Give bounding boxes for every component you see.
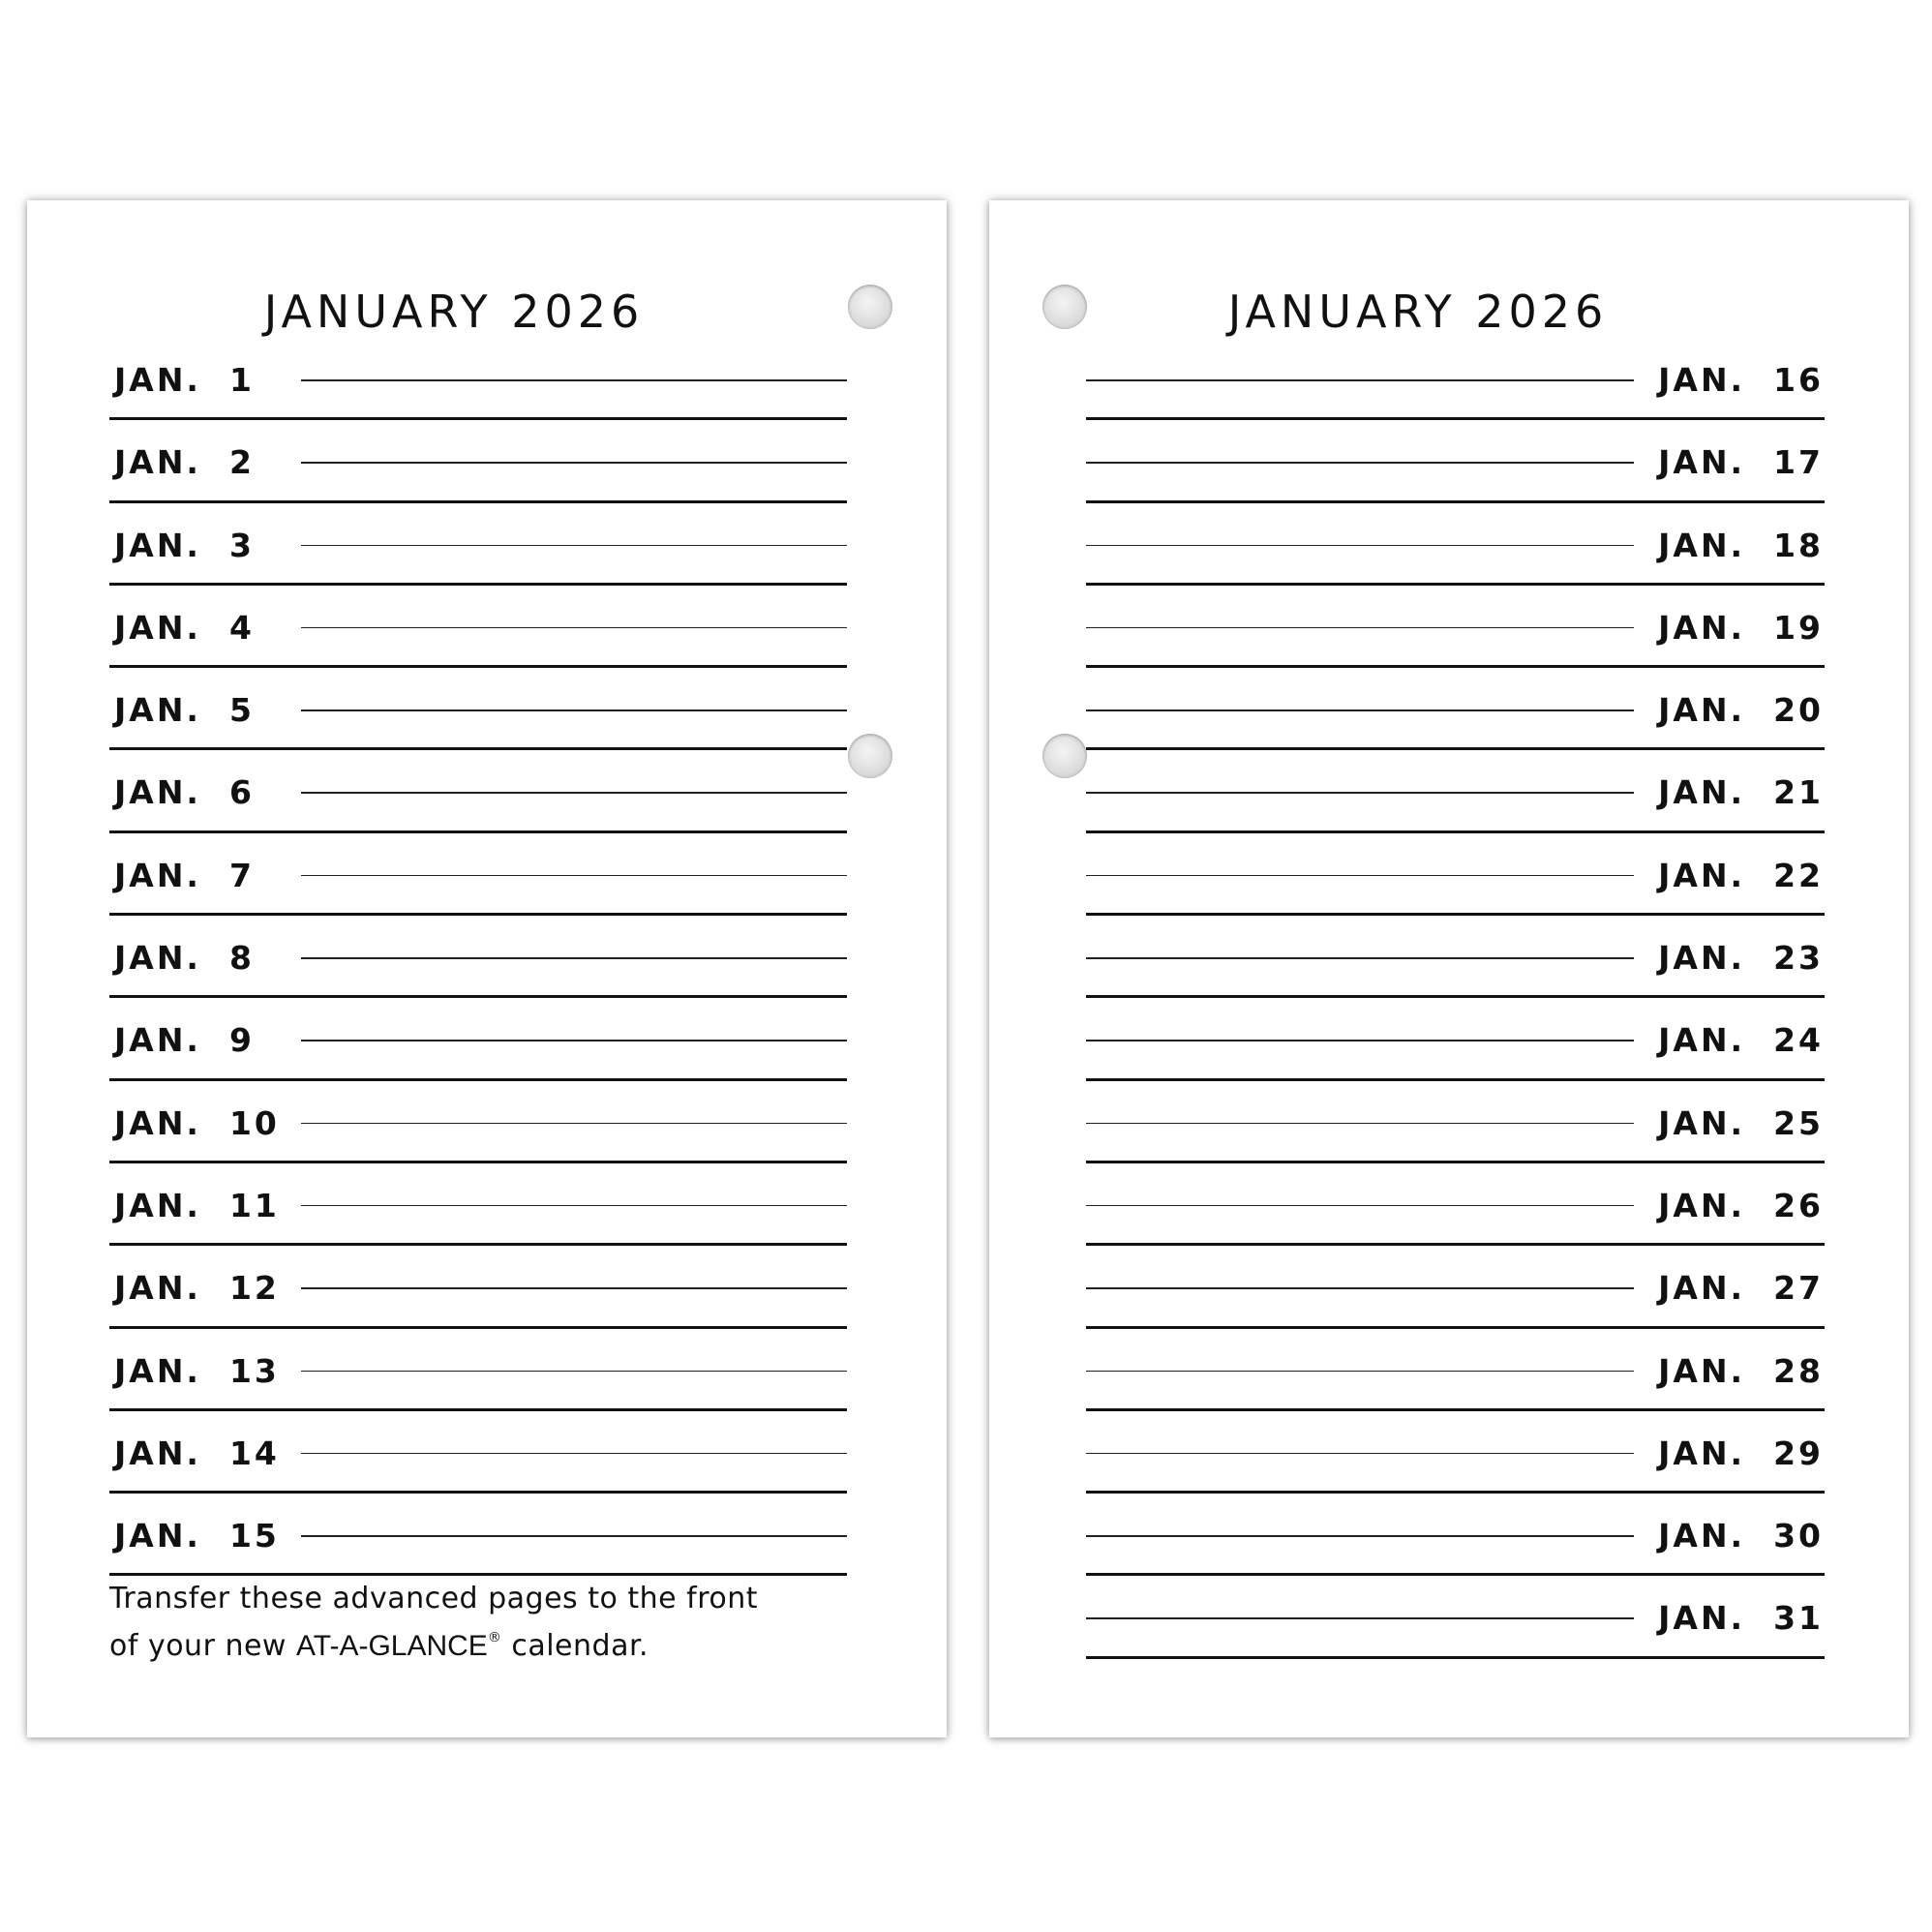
day-label: JAN. 20 [1658,691,1824,730]
day-row [989,998,1909,1080]
day-row [27,998,947,1080]
day-label: JAN. 22 [1658,856,1824,894]
day-row [27,503,947,586]
writing-line[interactable] [301,875,847,877]
writing-line[interactable] [301,709,847,711]
day-label: JAN. 6 [114,773,255,812]
day-row [989,1576,1909,1658]
writing-line[interactable] [301,957,847,959]
row-divider [1086,1656,1825,1659]
day-row [27,1411,947,1494]
writing-line[interactable] [1086,957,1634,959]
writing-line[interactable] [1086,1617,1634,1619]
day-label: JAN. 3 [114,526,255,564]
day-row [989,1411,1909,1494]
day-label: JAN. 31 [1658,1599,1824,1638]
day-label: JAN. 23 [1658,939,1824,978]
day-row [989,1081,1909,1163]
day-row [989,750,1909,832]
writing-line[interactable] [301,1371,847,1373]
writing-line[interactable] [301,1040,847,1041]
day-row [27,1163,947,1246]
row-divider [109,1573,847,1576]
day-label: JAN. 10 [114,1103,280,1142]
writing-line[interactable] [301,1453,847,1455]
writing-line[interactable] [301,1123,847,1125]
writing-line[interactable] [301,379,847,381]
trademark-symbol: ® [487,1630,502,1645]
day-row [989,916,1909,998]
writing-line[interactable] [1086,792,1634,794]
writing-line[interactable] [1086,875,1634,877]
transfer-note-line1: Transfer these advanced pages to the front [109,1582,759,1615]
brand-name: AT-A-GLANCE [296,1630,488,1662]
transfer-note-line2-prefix: of your new [109,1629,296,1663]
writing-line[interactable] [301,1535,847,1537]
transfer-note-line2-suffix: calendar. [501,1629,649,1663]
day-row [989,1163,1909,1246]
day-label: JAN. 13 [114,1351,280,1390]
day-label: JAN. 15 [114,1517,280,1555]
day-row [989,1246,1909,1328]
writing-line[interactable] [1086,1123,1634,1125]
writing-line[interactable] [1086,1040,1634,1041]
writing-line[interactable] [301,545,847,547]
day-label: JAN. 16 [1658,361,1824,399]
day-row [27,916,947,998]
day-label: JAN. 30 [1658,1517,1824,1555]
day-row [989,668,1909,750]
transfer-note [109,1579,845,1666]
writing-line[interactable] [301,627,847,629]
day-row [27,420,947,502]
day-label: JAN. 9 [114,1021,255,1060]
writing-line[interactable] [1086,1371,1634,1373]
day-label: JAN. 1 [114,361,255,399]
day-row [989,503,1909,586]
day-label: JAN. 4 [114,608,255,647]
day-label: JAN. 8 [114,939,255,978]
day-list [989,338,1909,1659]
day-label: JAN. 24 [1658,1021,1824,1060]
day-row [27,1246,947,1328]
day-row [27,1494,947,1576]
writing-line[interactable] [1086,627,1634,629]
writing-line[interactable] [1086,1535,1634,1537]
writing-line[interactable] [1086,462,1634,464]
day-row [27,833,947,916]
day-row [27,750,947,832]
writing-line[interactable] [301,462,847,464]
day-label: JAN. 28 [1658,1351,1824,1390]
day-row [27,338,947,420]
writing-line[interactable] [1086,1205,1634,1207]
day-row [989,338,1909,420]
page-title: JANUARY 2026 [1227,286,1609,338]
writing-line[interactable] [1086,545,1634,547]
day-label: JAN. 29 [1658,1434,1824,1472]
day-row [27,668,947,750]
day-label: JAN. 12 [114,1269,280,1308]
writing-line[interactable] [301,1287,847,1289]
day-label: JAN. 5 [114,691,255,730]
day-row [989,833,1909,916]
day-row [27,1081,947,1163]
day-row [989,1494,1909,1576]
day-label: JAN. 7 [114,856,255,894]
writing-line[interactable] [1086,709,1634,711]
day-list [27,338,947,1576]
day-label: JAN. 17 [1658,443,1824,482]
day-label: JAN. 14 [114,1434,280,1472]
day-row [27,1329,947,1411]
calendar-page-right [989,200,1909,1737]
day-row [989,586,1909,668]
day-row [27,586,947,668]
calendar-page-left [27,200,947,1737]
page-title: JANUARY 2026 [263,286,645,338]
day-row [989,1329,1909,1411]
day-label: JAN. 26 [1658,1186,1824,1224]
writing-line[interactable] [1086,1453,1634,1455]
day-label: JAN. 11 [114,1186,280,1224]
day-label: JAN. 21 [1658,773,1824,812]
writing-line[interactable] [1086,379,1634,381]
day-row [989,420,1909,502]
day-label: JAN. 27 [1658,1269,1824,1308]
day-label: JAN. 19 [1658,608,1824,647]
day-label: JAN. 25 [1658,1103,1824,1142]
writing-line[interactable] [1086,1287,1634,1289]
day-label: JAN. 18 [1658,526,1824,564]
writing-line[interactable] [301,1205,847,1207]
day-label: JAN. 2 [114,443,255,482]
writing-line[interactable] [301,792,847,794]
